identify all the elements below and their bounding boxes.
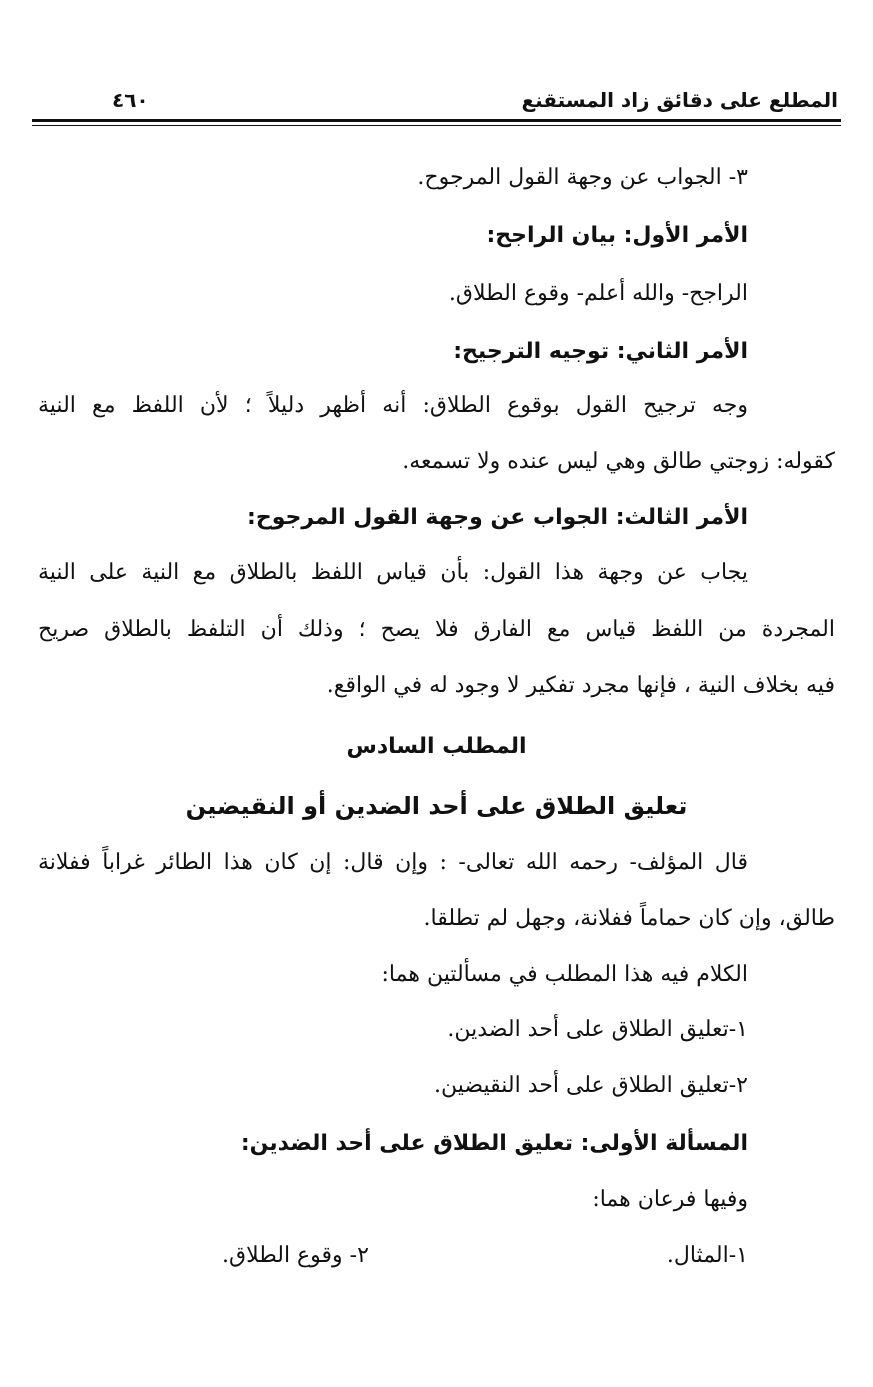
section-title: تعليق الطلاق على أحد الضدين أو النقيضين xyxy=(185,792,688,820)
list-item-answer: ٣- الجواب عن وجهة القول المرجوح. xyxy=(417,165,748,190)
list-item: ٢- وقوع الطلاق. xyxy=(222,1243,369,1268)
header-rule-thin xyxy=(32,125,841,126)
section-heading: المطلب السادس xyxy=(346,734,527,759)
quote-line: طالق، وإن كان حماماً ففلانة، وجهل لم تطلقا. xyxy=(423,906,835,931)
list-item: ١-المثال. xyxy=(666,1243,748,1268)
paragraph-line: يجاب عن وجهة هذا القول: بأن قياس اللفظ بالطلاق مع النية على النية xyxy=(38,560,748,585)
paragraph-line: وجه ترجيح القول بوقوع الطلاق: أنه أظهر دليلاً ؛ لأن اللفظ مع النية xyxy=(38,393,748,418)
paragraph-line: الكلام فيه هذا المطلب في مسألتين هما: xyxy=(381,962,748,987)
heading-first-matter: الأمر الأول: بيان الراجح: xyxy=(486,223,748,248)
quote-line: قال المؤلف- رحمه الله تعالى- : وإن قال: إن كان هذا الطائر غراباً ففلانة xyxy=(38,850,748,875)
paragraph-line: الراجح- والله أعلم- وقوع الطلاق. xyxy=(448,281,748,306)
header-rule-thick xyxy=(32,119,841,122)
paragraph-line: كقوله: زوجتي طالق وهي ليس عنده ولا تسمعه. xyxy=(402,449,835,474)
heading-first-issue: المسألة الأولى: تعليق الطلاق على أحد الضدين: xyxy=(240,1131,748,1156)
page-number: ٤٦٠ xyxy=(112,88,149,112)
heading-second-matter: الأمر الثاني: توجيه الترجيح: xyxy=(453,339,748,364)
paragraph-line: المجردة من اللفظ قياس مع الفارق فلا يصح ؛ وذلك أن التلفظ بالطلاق صريح xyxy=(38,617,835,642)
paragraph-line: فيه بخلاف النية ، فإنها مجرد تفكير لا وجود له في الواقع. xyxy=(326,673,835,698)
list-item: ١-تعليق الطلاق على أحد الضدين. xyxy=(447,1017,748,1042)
heading-third-matter: الأمر الثالث: الجواب عن وجهة القول المرجوح: xyxy=(247,505,748,530)
running-header-title: المطلع على دقائق زاد المستقنع xyxy=(521,88,838,112)
list-item: ٢-تعليق الطلاق على أحد النقيضين. xyxy=(434,1073,748,1098)
paragraph-line: وفيها فرعان هما: xyxy=(592,1187,748,1212)
